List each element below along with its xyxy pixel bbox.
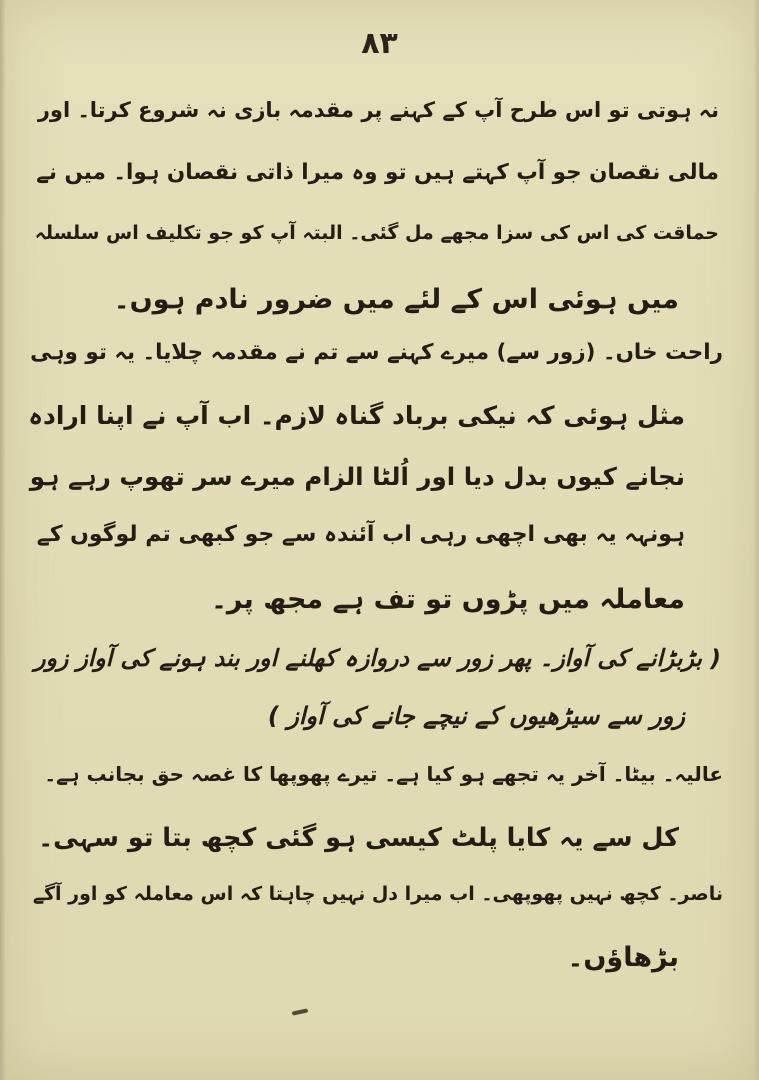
text-line-6: مثل ہوئی کہ نیکی برباد گناہ لازم۔ اب آپ نے اپنا ارادہ <box>28 401 685 430</box>
stage-direction-line-2: زور سے سیڑھیوں کے نیچے جانے کی آواز ) <box>267 702 685 730</box>
text-line-7: نجانے کیوں بدل دیا اور اُلٹا الزام میرے سر تھوپ رہے ہو <box>29 462 685 491</box>
text-line-1: نہ ہوتی تو اس طرح آپ کے کہنے پر مقدمہ بازی نہ شروع کرتا۔ اور <box>37 98 719 122</box>
text-line-15: بڑھاؤں۔ <box>567 942 679 973</box>
ink-mark <box>292 1008 308 1015</box>
speaker-line-rahat-khan: راحت خاں۔ (زور سے) میرے کہنے سے تم نے مقدمہ چلایا۔ یہ تو وہی <box>30 340 723 365</box>
scan-shadow-left <box>0 0 6 1080</box>
text-line-13: کل سے یہ کایا پلٹ کیسی ہو گئی کچھ بتا تو سہی۔ <box>38 823 679 853</box>
speaker-line-aliya: عالیہ۔ بیٹا۔ آخر یہ تجھے ہو کیا ہے۔ تیرے پھوپھا کا غصہ حق بجانب ہے۔ <box>44 762 723 786</box>
stage-direction-line-1: ( بڑبڑانے کی آواز۔ پھر زور سے دروازہ کھلنے اور بند ہونے کی آواز زور <box>34 644 721 672</box>
scan-shadow-right <box>753 0 759 1080</box>
text-line-4: میں ہوئی اس کے لئے میں ضرور نادم ہوں۔ <box>113 284 679 315</box>
text-line-9: معاملہ میں پڑوں تو تف ہے مجھ پر۔ <box>211 584 685 615</box>
text-line-2: مالی نقصان جو آپ کہتے ہیں تو وہ میرا ذاتی نقصان ہوا۔ میں نے <box>36 160 719 185</box>
text-line-8: ہونہہ یہ بھی اچھی رہی اب آئندہ سے جو کبھی تم لوگوں کے <box>36 522 685 547</box>
page-number: ۸۳ <box>361 26 398 61</box>
speaker-line-nasir: ناصر۔ کچھ نہیں پھوپھی۔ اب میرا دل نہیں چاہتا کہ اس معاملہ کو اور آگے <box>32 883 723 905</box>
text-line-3: حماقت کی اس کی سزا مجھے مل گئی۔ البتہ آپ کو جو تکلیف اس سلسلہ <box>34 222 719 244</box>
